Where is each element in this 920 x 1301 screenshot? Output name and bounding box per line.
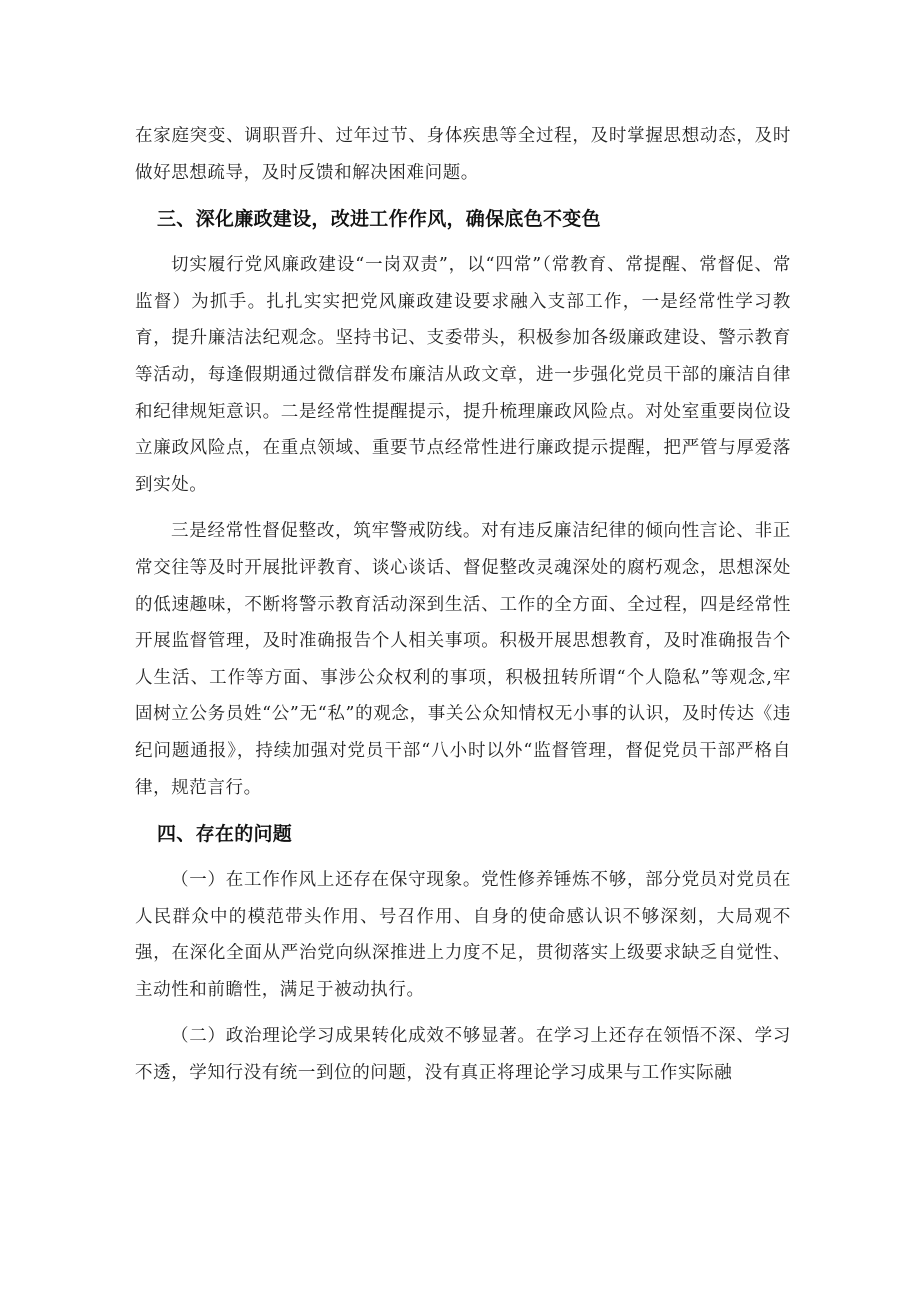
paragraph-problem-one: （一）在工作作风上还存在保守现象。党性修养锤炼不够，部分党员对党员在人民群众中的模范带头作用、号召作用、自身的使命感认识不够深刻，大局观不强，在深化全面从严治党向纵深推进上力度不足，贯彻落实上级要求缺乏自觉性、主动性和前瞻性，满足于被动执行。 <box>135 870 791 1000</box>
section-heading-problems: 四、存在的问题 <box>157 823 293 846</box>
paragraph-supervision: 三是经常性督促整改，筑牢警戒防线。对有违反廉洁纪律的倾向性言论、非正常交往等及时开展批评教育、谈心谈话、督促整改灵魂深处的腐朽观念，思想深处的低速趣味，不断将警示教育活动深到生活、工作的全方面、全过程，四是经常性开展监督管理，及时准确报告个人相关事项。积极开展思想教育，及时准确报告个人生活、工作等方面、事涉公众权利的事项，积极扭转所谓“个人隐私”等观念,牢固树立公务员姓“公”无“私”的观念，事关公众知情权无小事的认识，及时传达《违纪问题通报》，持续加强对党员干部“八小时以外“监督管理，督促党员干部严格自律，规范言行。 <box>135 521 791 798</box>
document-body <box>135 118 791 1102</box>
section-heading-integrity: 三、深化廉政建设，改进工作作风，确保底色不变色 <box>157 208 601 231</box>
paragraph-problem-two: （二）政治理论学习成果转化成效不够显著。在学习上还存在领悟不深、学习不透，学知行没有统一到位的问题，没有真正将理论学习成果与工作实际融 <box>135 1026 791 1084</box>
paragraph-family-care: 在家庭突变、调职晋升、过年过节、身体疾患等全过程，及时掌握思想动态，及时做好思想疏导，及时反馈和解决困难问题。 <box>135 126 791 183</box>
paragraph-four-regulars: 切实履行党风廉政建设“一岗双责”，以“四常”（常教育、常提醒、常督促、常监督）为抓手。扎扎实实把党风廉政建设要求融入支部工作，一是经常性学习教育，提升廉洁法纪观念。坚持书记、支委带头，积极参加各级廉政建设、警示教育等活动，每逢假期通过微信群发布廉洁从政文章，进一步强化党员干部的廉洁自律和纪律规矩意识。二是经常性提醒提示，提升梳理廉政风险点。对处室重要岗位设立廉政风险点，在重点领域、重要节点经常性进行廉政提示提醒，把严管与厚爱落到实处。 <box>135 255 791 495</box>
